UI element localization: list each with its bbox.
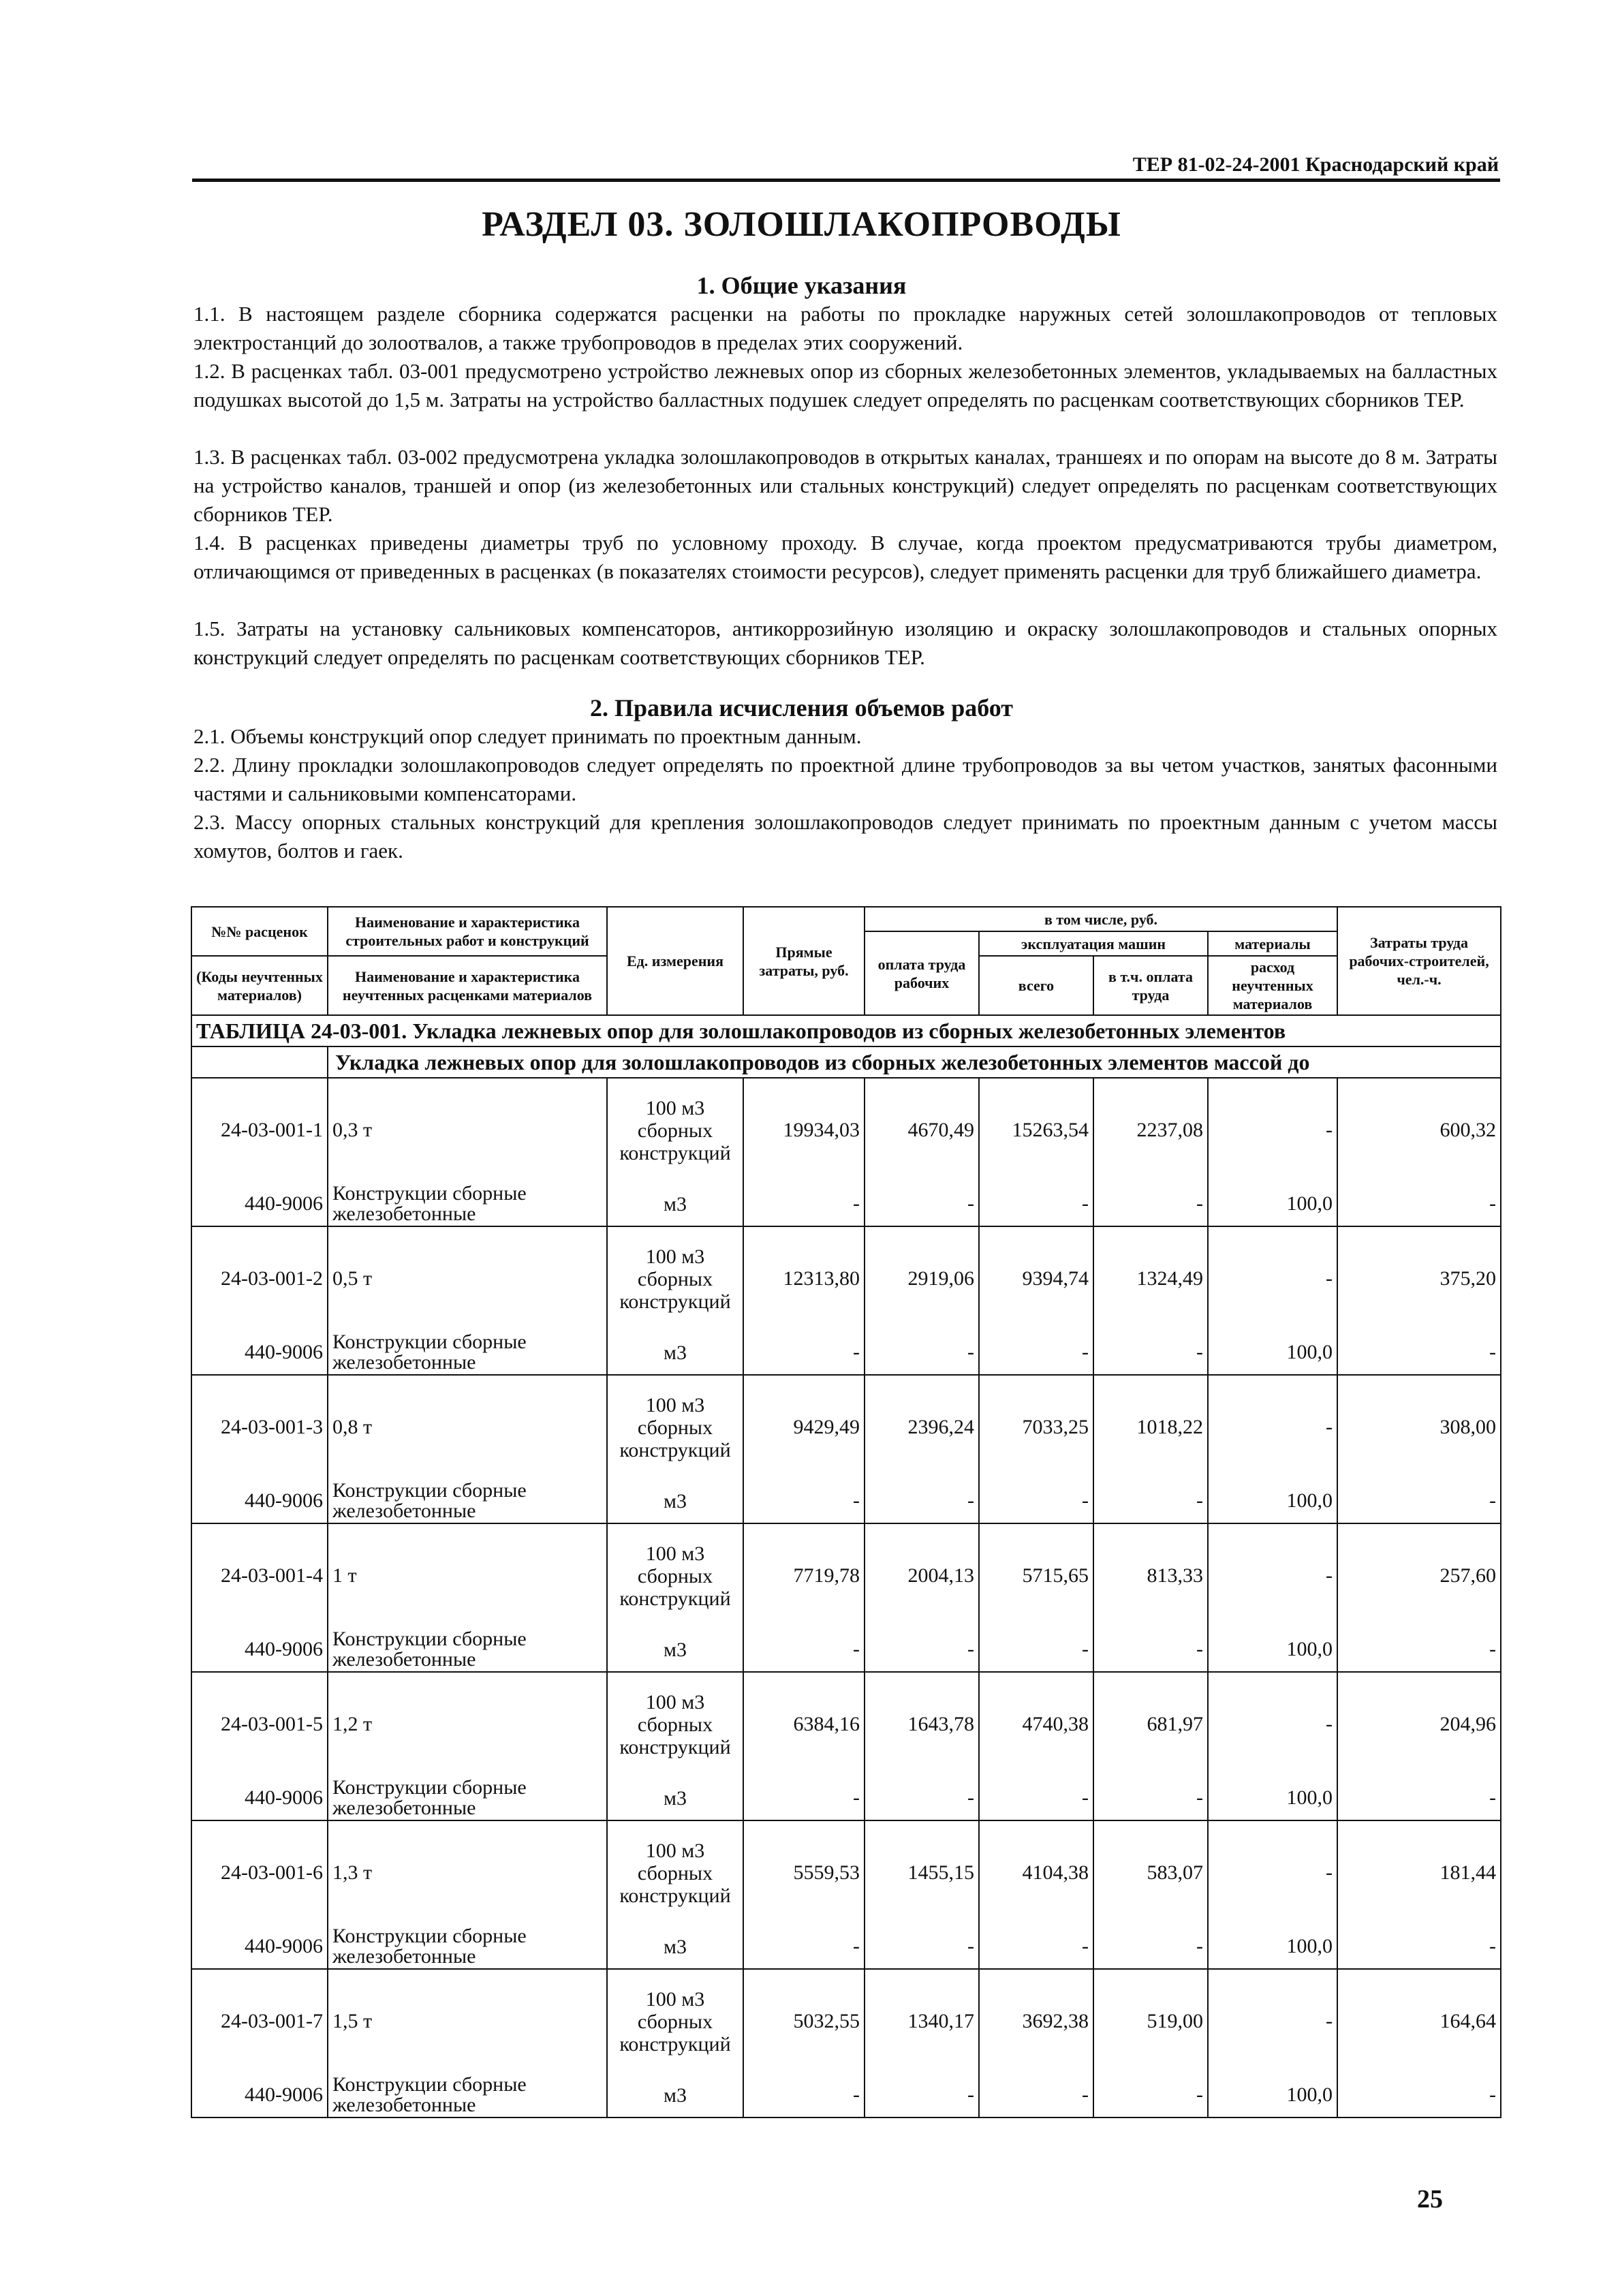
- unit: 100 м3 сборных конструкций: [607, 1375, 743, 1479]
- direct-costs: 12313,80: [743, 1226, 865, 1331]
- direct-costs: 5032,55: [743, 1969, 865, 2073]
- rate-code: 24-03-001-4: [191, 1523, 328, 1628]
- material-quantity: 100,0: [1208, 1182, 1337, 1226]
- material-name: Конструкции сборные железобетонные: [328, 2073, 607, 2117]
- material-direct: -: [743, 1628, 865, 1672]
- material-unit: м3: [607, 1331, 743, 1375]
- material-row: [191, 1331, 1501, 1375]
- labor: 308,00: [1337, 1375, 1501, 1479]
- machines-total: 3692,38: [979, 1969, 1093, 2073]
- machines-total: 4104,38: [979, 1820, 1093, 1925]
- material-code: 440-9006: [191, 1628, 328, 1672]
- material-direct: -: [743, 1182, 865, 1226]
- unit: 100 м3 сборных конструкций: [607, 1672, 743, 1776]
- rates-table-container: [191, 906, 1500, 2118]
- unit: 100 м3 сборных конструкций: [607, 1523, 743, 1628]
- material-quantity: 100,0: [1208, 1628, 1337, 1672]
- work-name: 1,2 т: [328, 1672, 607, 1776]
- material-name: Конструкции сборные железобетонные: [328, 1479, 607, 1523]
- rates-table: [191, 906, 1501, 2118]
- table-row: [191, 1969, 1501, 2073]
- work-name: 1,3 т: [328, 1820, 607, 1925]
- material-row: [191, 1776, 1501, 1820]
- wage: 1455,15: [865, 1820, 979, 1925]
- header-wage: оплата труда рабочих: [865, 931, 979, 1015]
- header-code-sub: (Коды неучтенных материалов): [191, 956, 328, 1015]
- page-number: 25: [1417, 2185, 1443, 2214]
- work-name: 0,8 т: [328, 1375, 607, 1479]
- table-row: [191, 1672, 1501, 1776]
- labor: 375,20: [1337, 1226, 1501, 1331]
- machines-total: 7033,25: [979, 1375, 1093, 1479]
- table-row: [191, 1375, 1501, 1479]
- rate-code: 24-03-001-2: [191, 1226, 328, 1331]
- machines-wage: 583,07: [1093, 1820, 1208, 1925]
- material-code: 440-9006: [191, 2073, 328, 2117]
- material-quantity: 100,0: [1208, 1331, 1337, 1375]
- material-machines: -: [979, 1479, 1093, 1523]
- wage: 2396,24: [865, 1375, 979, 1479]
- labor: 257,60: [1337, 1523, 1501, 1628]
- rate-code: 24-03-001-6: [191, 1820, 328, 1925]
- table-row: [191, 1078, 1501, 1182]
- material-wage: -: [865, 1182, 979, 1226]
- material-direct: -: [743, 1479, 865, 1523]
- table-header: [191, 907, 1501, 1015]
- material-unit: м3: [607, 1776, 743, 1820]
- labor: 600,32: [1337, 1078, 1501, 1182]
- material-labor: -: [1337, 1628, 1501, 1672]
- wage: 1340,17: [865, 1969, 979, 2073]
- rate-code: 24-03-001-5: [191, 1672, 328, 1776]
- machines-total: 5715,65: [979, 1523, 1093, 1628]
- material-machines-wage: -: [1093, 1182, 1208, 1226]
- paragraph-2-1: 2.1. Объемы конструкций опор следует принимать по проектным данным.: [193, 724, 862, 748]
- material-row: [191, 1479, 1501, 1523]
- header-unit: Ед. измерения: [607, 907, 743, 1015]
- wage: 1643,78: [865, 1672, 979, 1776]
- material-direct: -: [743, 1925, 865, 1969]
- table-body: [191, 1015, 1501, 2117]
- header-name-sub: Наименование и характеристика неучтенных расценками материалов: [328, 956, 607, 1015]
- material-direct: -: [743, 1776, 865, 1820]
- material-wage: -: [865, 1331, 979, 1375]
- material-wage: -: [865, 1925, 979, 1969]
- header-direct-costs: Прямые затраты, руб.: [743, 907, 865, 1015]
- document-code: ТЕР 81-02-24-2001 Краснодарский край: [1132, 153, 1499, 176]
- material-wage: -: [865, 1776, 979, 1820]
- materials: -: [1208, 1969, 1337, 2073]
- rules-heading: 2. Правила исчисления объемов работ: [590, 694, 1013, 722]
- material-machines-wage: -: [1093, 1776, 1208, 1820]
- material-name: Конструкции сборные железобетонные: [328, 1925, 607, 1969]
- unit: 100 м3 сборных конструкций: [607, 1820, 743, 1925]
- direct-costs: 19934,03: [743, 1078, 865, 1182]
- machines-wage: 681,97: [1093, 1672, 1208, 1776]
- table-row: [191, 1523, 1501, 1628]
- material-code: 440-9006: [191, 1182, 328, 1226]
- labor: 204,96: [1337, 1672, 1501, 1776]
- material-machines-wage: -: [1093, 1925, 1208, 1969]
- material-machines: -: [979, 1776, 1093, 1820]
- material-machines-wage: -: [1093, 2073, 1208, 2117]
- materials: -: [1208, 1078, 1337, 1182]
- work-name: 0,3 т: [328, 1078, 607, 1182]
- materials: -: [1208, 1226, 1337, 1331]
- material-row: [191, 2073, 1501, 2117]
- material-wage: -: [865, 1479, 979, 1523]
- wage: 2004,13: [865, 1523, 979, 1628]
- wage: 2919,06: [865, 1226, 979, 1331]
- direct-costs: 6384,16: [743, 1672, 865, 1776]
- unit: 100 м3 сборных конструкций: [607, 1226, 743, 1331]
- material-wage: -: [865, 2073, 979, 2117]
- material-row: [191, 1628, 1501, 1672]
- material-labor: -: [1337, 1182, 1501, 1226]
- material-code: 440-9006: [191, 1776, 328, 1820]
- material-quantity: 100,0: [1208, 1925, 1337, 1969]
- material-machines-wage: -: [1093, 1628, 1208, 1672]
- direct-costs: 5559,53: [743, 1820, 865, 1925]
- rate-code: 24-03-001-7: [191, 1969, 328, 2073]
- machines-total: 4740,38: [979, 1672, 1093, 1776]
- material-quantity: 100,0: [1208, 2073, 1337, 2117]
- material-labor: -: [1337, 1331, 1501, 1375]
- material-machines: -: [979, 2073, 1093, 2117]
- table-subtitle: Укладка лежневых опор для золошлакопроводов из сборных железобетонных элементов массой до: [328, 1046, 1501, 1078]
- material-direct: -: [743, 1331, 865, 1375]
- machines-wage: 519,00: [1093, 1969, 1208, 2073]
- paragraph-2-3: 2.3. Массу опорных стальных конструкций для крепления золошлакопроводов следует принимать по проектным данным с учетом массы хомутов, болтов и гаек.: [193, 810, 1497, 863]
- table-title: ТАБЛИЦА 24-03-001. Укладка лежневых опор для золошлакопроводов из сборных железобетонных элементов: [191, 1015, 1501, 1046]
- unit: 100 м3 сборных конструкций: [607, 1969, 743, 2073]
- paragraph-1-5: 1.5. Затраты на установку сальниковых компенсаторов, антикоррозийную изоляцию и окраску золошлакопроводов и стальных опорных конструкций следует определять по расценкам соответствующих сборников ТЕР.: [193, 617, 1497, 669]
- materials: -: [1208, 1672, 1337, 1776]
- paragraph-1-4: 1.4. В расценках приведены диаметры труб по условному проходу. В случае, когда проектом предусматриваются трубы диаметром, отличающимся от приведенных в расценках (в показателях стоимости ресурсов), следует применять расценки для труб ближайшего диаметра.: [193, 531, 1497, 583]
- material-name: Конструкции сборные железобетонные: [328, 1331, 607, 1375]
- header-machines-total: всего: [979, 956, 1093, 1015]
- material-row: [191, 1182, 1501, 1226]
- material-unit: м3: [607, 1628, 743, 1672]
- material-name: Конструкции сборные железобетонные: [328, 1182, 607, 1226]
- header-labor: Затраты труда рабочих-строителей, чел.-ч.: [1337, 907, 1501, 1015]
- materials: -: [1208, 1820, 1337, 1925]
- header-machines-wage: в т.ч. оплата труда: [1093, 956, 1208, 1015]
- header-code: №№ расценок: [191, 907, 328, 956]
- material-code: 440-9006: [191, 1331, 328, 1375]
- machines-wage: 1018,22: [1093, 1375, 1208, 1479]
- section-title: РАЗДЕЛ 03. ЗОЛОШЛАКОПРОВОДЫ: [482, 205, 1121, 244]
- material-labor: -: [1337, 1925, 1501, 1969]
- table-row: [191, 1226, 1501, 1331]
- table-row: [191, 1820, 1501, 1925]
- header-materials-sub: расход неучтенных материалов: [1208, 956, 1337, 1015]
- material-labor: -: [1337, 2073, 1501, 2117]
- paragraph-1-3: 1.3. В расценках табл. 03-002 предусмотрена укладка золошлакопроводов в открытых каналах, траншеях и по опорам на высоте до 8 м. Затраты на устройство каналов, траншей и опор (из железобетонных или стальных конструкций) следует определять по расценкам соответствующих сборников ТЕР.: [193, 445, 1497, 526]
- direct-costs: 7719,78: [743, 1523, 865, 1628]
- machines-total: 9394,74: [979, 1226, 1093, 1331]
- material-quantity: 100,0: [1208, 1776, 1337, 1820]
- material-machines-wage: -: [1093, 1331, 1208, 1375]
- material-code: 440-9006: [191, 1479, 328, 1523]
- materials: -: [1208, 1523, 1337, 1628]
- header-divider: [192, 179, 1500, 182]
- material-unit: м3: [607, 1925, 743, 1969]
- material-machines: -: [979, 1331, 1093, 1375]
- material-direct: -: [743, 2073, 865, 2117]
- header-materials: материалы: [1208, 931, 1337, 956]
- wage: 4670,49: [865, 1078, 979, 1182]
- material-machines: -: [979, 1628, 1093, 1672]
- rate-code: 24-03-001-3: [191, 1375, 328, 1479]
- header-machines: эксплуатация машин: [979, 931, 1208, 956]
- paragraph-1-2: 1.2. В расценках табл. 03-001 предусмотрено устройство лежневых опор из сборных железобетонных элементов, укладываемых на балластных подушках высотой до 1,5 м. Затраты на устройство балластных подушек следует определять по расценкам соответствующих сборников ТЕР.: [193, 359, 1497, 412]
- material-machines-wage: -: [1093, 1479, 1208, 1523]
- material-quantity: 100,0: [1208, 1479, 1337, 1523]
- paragraph-1-1: 1.1. В настоящем разделе сборника содержатся расценки на работы по прокладке наружных сетей золошлакопроводов от тепловых электростанций до золоотвалов, а также трубопроводов в пределах этих сооружений.: [193, 302, 1497, 354]
- material-unit: м3: [607, 1182, 743, 1226]
- work-name: 0,5 т: [328, 1226, 607, 1331]
- material-machines: -: [979, 1925, 1093, 1969]
- material-unit: м3: [607, 2073, 743, 2117]
- general-heading: 1. Общие указания: [696, 272, 907, 299]
- labor: 164,64: [1337, 1969, 1501, 2073]
- material-wage: -: [865, 1628, 979, 1672]
- material-name: Конструкции сборные железобетонные: [328, 1628, 607, 1672]
- header-name: Наименование и характеристика строительных работ и конструкций: [328, 907, 607, 956]
- direct-costs: 9429,49: [743, 1375, 865, 1479]
- material-labor: -: [1337, 1479, 1501, 1523]
- paragraph-2-2: 2.2. Длину прокладки золошлакопроводов следует определять по проектной длине трубопроводов за вы четом участков, занятых фасонными частями и сальниковыми компенсаторами.: [193, 753, 1497, 805]
- work-name: 1 т: [328, 1523, 607, 1628]
- work-name: 1,5 т: [328, 1969, 607, 2073]
- machines-wage: 2237,08: [1093, 1078, 1208, 1182]
- material-row: [191, 1925, 1501, 1969]
- material-name: Конструкции сборные железобетонные: [328, 1776, 607, 1820]
- header-including: в том числе, руб.: [865, 907, 1337, 931]
- material-machines: -: [979, 1182, 1093, 1226]
- material-labor: -: [1337, 1776, 1501, 1820]
- machines-wage: 813,33: [1093, 1523, 1208, 1628]
- machines-total: 15263,54: [979, 1078, 1093, 1182]
- material-unit: м3: [607, 1479, 743, 1523]
- material-code: 440-9006: [191, 1925, 328, 1969]
- unit: 100 м3 сборных конструкций: [607, 1078, 743, 1182]
- machines-wage: 1324,49: [1093, 1226, 1208, 1331]
- materials: -: [1208, 1375, 1337, 1479]
- rate-code: 24-03-001-1: [191, 1078, 328, 1182]
- labor: 181,44: [1337, 1820, 1501, 1925]
